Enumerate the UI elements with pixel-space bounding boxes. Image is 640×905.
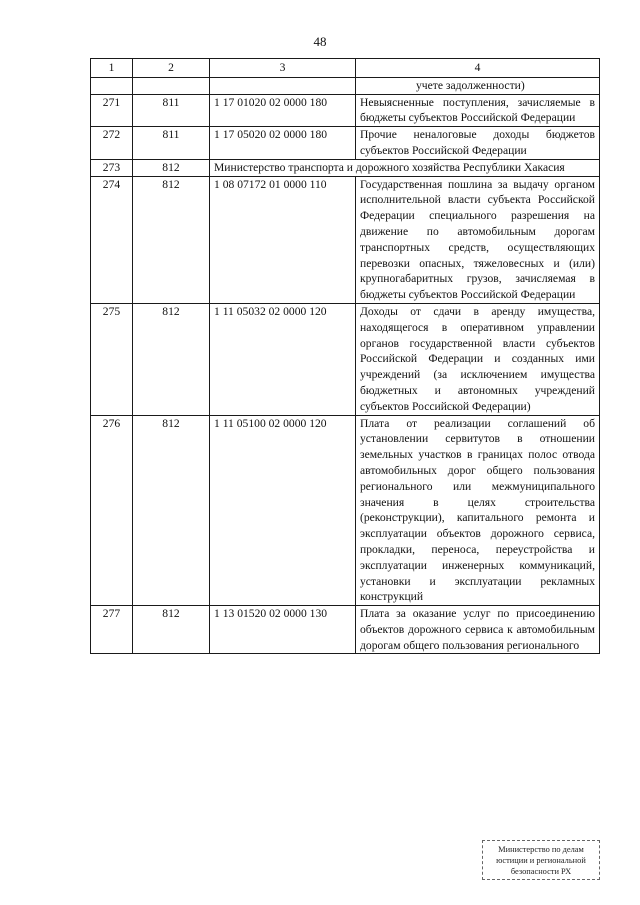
ministry-stamp	[482, 840, 600, 880]
stamp-line: Министерство по делам	[498, 845, 584, 854]
table-row	[91, 176, 600, 303]
revenue-description: Прочие неналоговые доходы бюджетов субъектов Российской Федерации	[356, 127, 600, 160]
budget-code: 1 13 01520 02 0000 130	[210, 606, 356, 654]
admin-code: 811	[133, 127, 210, 160]
continuation-row	[91, 77, 600, 94]
admin-code: 812	[133, 606, 210, 654]
row-number: 273	[91, 159, 133, 176]
column-header-4: 4	[356, 59, 600, 78]
admin-code: 811	[133, 94, 210, 127]
ministry-name: Министерство транспорта и дорожного хозяйства Республики Хакасия	[210, 159, 600, 176]
admin-code: 812	[133, 415, 210, 606]
row-number: 271	[91, 94, 133, 127]
revenue-table	[90, 58, 600, 654]
table-row	[91, 303, 600, 415]
revenue-description: Невыясненные поступления, зачисляемые в бюджеты субъектов Российской Федерации	[356, 94, 600, 127]
stamp-line: безопасности РХ	[510, 867, 572, 876]
continued-text: учете задолженности)	[356, 77, 600, 94]
stamp-line: юстиции и региональной	[496, 856, 586, 865]
revenue-description: Доходы от сдачи в аренду имущества, находящегося в оперативном управлении органов государственной власти субъектов Российской Федерации и созданных ими учреждений (за исключением имущества бюджетных и автономных учреждений субъектов Российской Федерации)	[356, 303, 600, 415]
budget-code: 1 11 05032 02 0000 120	[210, 303, 356, 415]
column-header-3: 3	[210, 59, 356, 78]
revenue-description: Государственная пошлина за выдачу органом исполнительной власти субъекта Российской Федерации специального разрешения на движение по автомобильным дорогам транспортных средств, осуществляющих перевозки опасных, тяжеловесных и (или) крупногабаритных грузов, зачисляемая в бюджеты субъектов Российской Федерации	[356, 176, 600, 303]
row-number: 272	[91, 127, 133, 160]
page-number: 48	[313, 34, 327, 49]
admin-code: 812	[133, 159, 210, 176]
revenue-description: Плата от реализации соглашений об установлении сервитутов в отношении земельных участков в границах полос отвода автомобильных дорог общего пользования регионального или межмуниципального значения в целях строительства (реконструкции), капитального ремонта и эксплуатации объектов дорожного сервиса, прокладки, переноса, переустройства и эксплуатации инженерных коммуникаций, установки и эксплуатации рекламных конструкций	[356, 415, 600, 606]
budget-code: 1 17 01020 02 0000 180	[210, 94, 356, 127]
table-row	[91, 94, 600, 127]
row-number: 276	[91, 415, 133, 606]
row-number: 275	[91, 303, 133, 415]
admin-code: 812	[133, 176, 210, 303]
revenue-description: Плата за оказание услуг по присоединению объектов дорожного сервиса к автомобильным дорогам общего пользования регионального	[356, 606, 600, 654]
admin-code: 812	[133, 303, 210, 415]
table-row	[91, 415, 600, 606]
column-header-1: 1	[91, 59, 133, 78]
budget-code: 1 11 05100 02 0000 120	[210, 415, 356, 606]
table-row	[91, 606, 600, 654]
budget-code: 1 17 05020 02 0000 180	[210, 127, 356, 160]
row-number: 274	[91, 176, 133, 303]
ministry-row	[91, 159, 600, 176]
table-row	[91, 127, 600, 160]
column-header-2: 2	[133, 59, 210, 78]
budget-code: 1 08 07172 01 0000 110	[210, 176, 356, 303]
table-header-row	[91, 59, 600, 78]
row-number: 277	[91, 606, 133, 654]
